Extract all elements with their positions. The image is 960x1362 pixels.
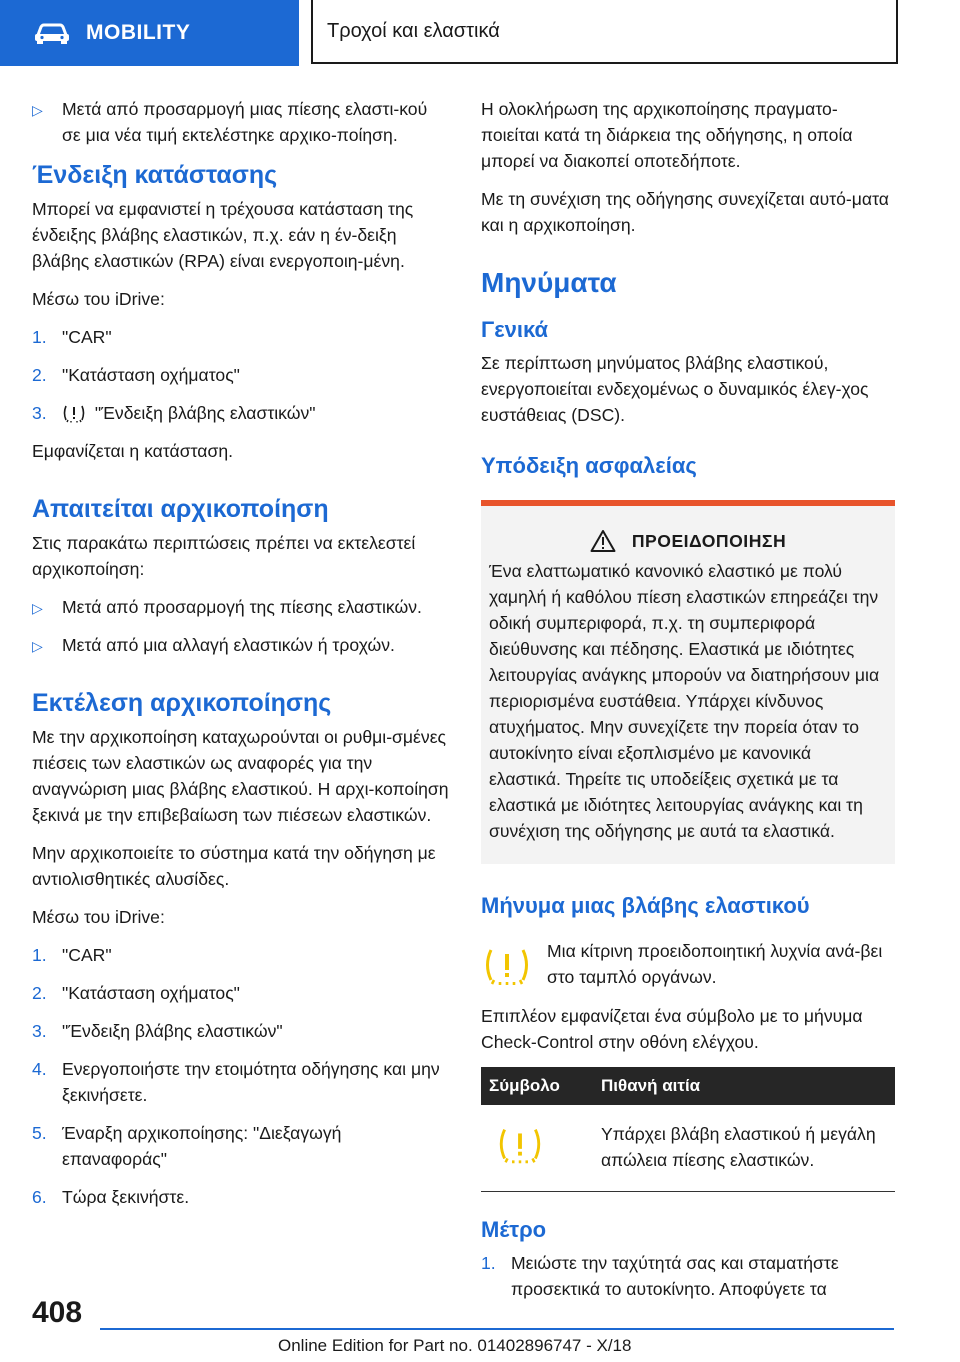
step-text: "CAR" [62,945,112,965]
step-number: 3. [32,403,47,423]
tire-warning-lamp-icon [495,1125,545,1165]
bullet-text: Μετά από προσαρμογή μιας πίεσης ελαστι-κού σε μια νέα τιμή εκτελέστηκε αρχικο-ποίηση. [62,99,428,145]
step-number: 2. [32,365,47,385]
warning-title [489,528,887,554]
footer-divider [100,1328,894,1330]
car-icon [32,21,72,45]
status-heading: Ένδειξη κατάστασης [32,161,278,189]
step-number: 6. [32,1187,47,1207]
execution-step-5 [32,1120,450,1172]
cause-cell: Υπάρχει βλάβη ελαστικού ή μεγάλη απώλεια πίεσης ελαστικών. [593,1105,895,1192]
status-step-1 [32,324,450,350]
step-text: "Κατάσταση οχήματος" [62,983,240,1003]
required-heading: Απαιτείται αρχικοποίηση [32,495,329,523]
list-item [32,632,450,658]
status-paragraph: Μπορεί να εμφανιστεί η τρέχουσα κατάσταση της ένδειξης βλάβης ελαστικών, π.χ. εάν η έν-δειξη βλάβης ελαστικών (RPA) είναι ενεργοποιη-μένη. [32,199,414,271]
triangle-bullet-icon: ▷ [32,600,43,616]
right-paragraph-1: Η ολοκλήρωση της αρχικοποίησης πραγματο-ποιείται κατά τη διάρκεια της οδήγησης, η οποία μπορεί να διακοπεί οποτεδήποτε. [481,99,853,171]
fault-heading: Μήνυμα μιας βλάβης ελαστικού [481,893,810,918]
footer-edition: Online Edition for Part no. 01402896747 - X/18 [278,1336,632,1355]
execution-step-2 [32,980,450,1006]
lamp-icon-wrap [481,938,547,993]
right-paragraph-2: Με τη συνέχιση της οδήγησης συνεχίζεται αυτό-ματα και η αρχικοποίηση. [481,189,889,235]
step-text: Ενεργοποιήστε την ετοιμότητα οδήγησης και μην ξεκινήσετε. [62,1059,440,1105]
execution-step-3 [32,1018,450,1044]
bullet-text: Μετά από μια αλλαγή ελαστικών ή τροχών. [62,635,395,655]
safety-heading: Υπόδειξη ασφαλείας [481,453,697,478]
execution-via: Μέσω του iDrive: [32,907,165,927]
execution-heading: Εκτέλεση αρχικοποίησης [32,689,332,717]
column-header-symbol: Σύμβολο [481,1067,593,1105]
list-item [32,96,450,148]
warning-title-text: ΠΡΟΕΙΔΟΠΟΙΗΣΗ [631,531,787,551]
left-column [32,96,450,1222]
triangle-bullet-icon: ▷ [32,638,43,654]
header-brand-label: MOBILITY [86,21,191,44]
execution-paragraph-2: Μην αρχικοποιείτε το σύστημα κατά την οδήγηση με αντιολισθητικές αλυσίδες. [32,843,436,889]
execution-step-1 [32,942,450,968]
general-heading: Γενικά [481,317,549,342]
measures-step-1 [481,1250,895,1302]
tire-pressure-icon [62,403,86,423]
status-result: Εμφανίζεται η κατάσταση. [32,441,233,461]
status-step-3 [32,400,450,426]
required-paragraph: Στις παρακάτω περιπτώσεις πρέπει να εκτελεστεί αρχικοποίηση: [32,533,416,579]
warning-box [481,500,895,864]
execution-paragraph-1: Με την αρχικοποίηση καταχωρούνται οι ρυθμι-σμένες πιέσεις των ελαστικών ως αναφορές για την αναγνώριση μιας βλάβης ελαστικού. Η αρχι-κοποίηση ξεκινά με την επιβεβαίωση των πιέσεων ελαστικών. [32,727,449,825]
messages-heading: Μηνύματα [481,267,617,298]
step-number: 1. [32,327,47,347]
bullet-text: Μετά από προσαρμογή της πίεσης ελαστικών. [62,597,422,617]
table-header-row [481,1067,895,1105]
tire-warning-lamp-icon [481,946,533,986]
step-text: "CAR" [62,327,112,347]
step-text: "Ένδειξη βλάβης ελαστικών" [62,1021,283,1041]
step-number: 4. [32,1059,47,1079]
page-number: 408 [32,1296,83,1329]
header-brand-tab[interactable] [0,0,299,66]
lamp-text: Μια κίτρινη προειδοποιητική λυχνία ανά-βει στο ταμπλό οργάνων. [547,941,883,987]
step-text: Έναρξη αρχικοποίησης: "Διεξαγωγή επαναφοράς" [62,1123,342,1169]
warning-body: Ένα ελαττωματικό κανονικό ελαστικό με πολύ χαμηλή ή καθόλου πίεση ελαστικών επηρεάζει την οδική συμπεριφορά, π.χ. τη συμπεριφορά διεύθυνσης και πέδησης. Ελαστικά με ιδιότητες λειτουργίας ανάγκης μπορούν να διατηρήσουν μια περιορισμένα ευστάθεια. Υπάρχει κίνδυνος ατυχήματος. Μην συνεχίζετε την πορεία όταν το αυτοκίνητο είναι εξοπλισμένο με κανονικά ελαστικά. Τηρείτε τις υποδείξεις σχετικά με τα ελαστικά με ιδιότητες λειτουργίας ανάγκης και τη συνέχιση της οδήγησης με αυτά τα ελαστικά. [489,561,880,841]
table-row [481,1105,895,1192]
status-via: Μέσω του iDrive: [32,289,165,309]
right-column [481,96,895,1314]
status-step-2 [32,362,450,388]
general-paragraph: Σε περίπτωση μηνύματος βλάβης ελαστικού, ενεργοποιείται ενδεχομένως ο δυναμικός έλεγ-χος ευστάθειας (DSC). [481,353,869,425]
column-header-cause: Πιθανή αιτία [593,1067,895,1105]
warning-triangle-icon [590,529,616,553]
step-text: Τώρα ξεκινήστε. [62,1187,190,1207]
triangle-bullet-icon: ▷ [32,102,43,118]
section-title: Τροχοί και ελαστικά [327,19,500,42]
step-text: Μειώστε την ταχύτητά σας και σταματήστε προσεκτικά το αυτοκίνητο. Αποφύγετε τα [511,1253,839,1299]
step-number: 5. [32,1123,47,1143]
fault-paragraph: Επιπλέον εμφανίζεται ένα σύμβολο με το μήνυμα Check-Control στην οθόνη ελέγχου. [481,1006,863,1052]
step-text: "Ένδειξη βλάβης ελαστικών" [94,403,316,423]
symbol-cell [481,1105,593,1192]
step-number: 3. [32,1021,47,1041]
step-text: "Κατάσταση οχήματος" [62,365,240,385]
execution-step-6 [32,1184,450,1210]
step-number: 2. [32,983,47,1003]
symbol-table [481,1067,895,1192]
execution-step-4 [32,1056,450,1108]
step-number: 1. [32,945,47,965]
header-section [311,0,898,64]
measures-heading: Μέτρο [481,1217,547,1242]
step-number: 1. [481,1253,496,1273]
lamp-row [481,938,895,993]
list-item [32,594,450,620]
